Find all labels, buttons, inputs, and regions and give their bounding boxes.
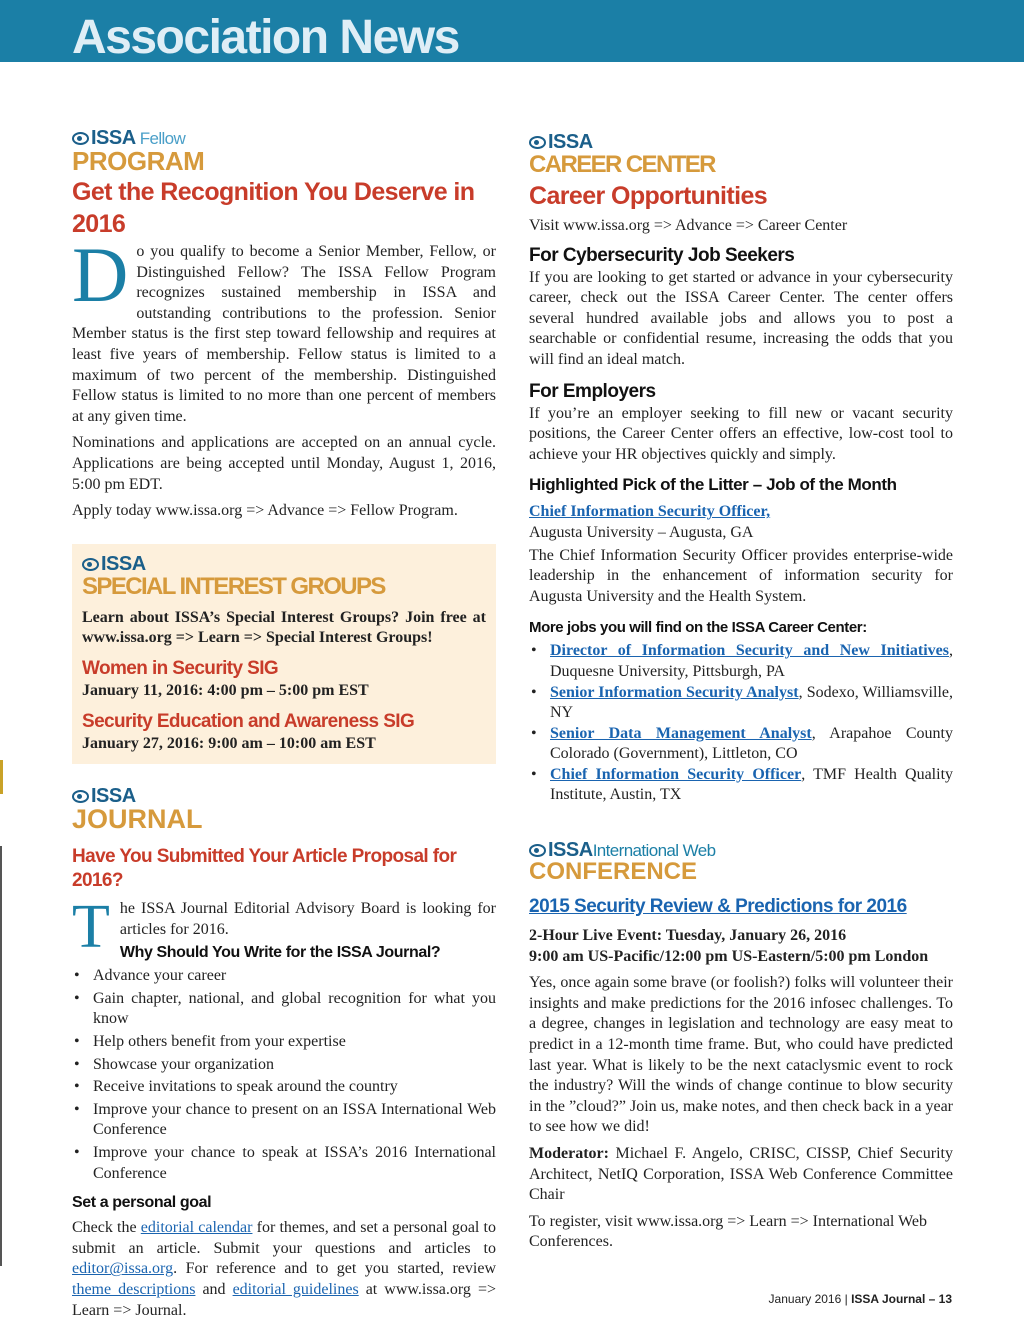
issa-logo-icon: [72, 790, 89, 803]
subheading: More jobs you will find on the ISSA Career Center:: [529, 619, 867, 637]
reasons-list: [72, 966, 496, 1184]
list-item: [529, 683, 953, 724]
paragraph: To register, visit www.issa.org => Learn => International Web Conferences.: [529, 1212, 927, 1251]
paragraph: Apply today www.issa.org => Advance => Fellow Program.: [72, 502, 458, 520]
web-conference-logo: [529, 840, 953, 884]
fellow-program-section: [72, 128, 496, 522]
job-link[interactable]: Senior Data Management Analyst: [550, 724, 812, 742]
job-of-month-org: Augusta University – Augusta, GA: [529, 523, 754, 541]
list-item: [529, 765, 953, 806]
editorial-calendar-link[interactable]: editorial calendar: [140, 1219, 253, 1237]
theme-descriptions-link[interactable]: theme descriptions: [72, 1281, 196, 1298]
paragraph: Yes, once again some brave (or foolish?) folks will volunteer their insights and make predictions for the 2016 infosec challenges. To a degree, changes in legislation and technology are easy meat to predict in a 12-month time frame. But, who could have predicted last year. What is likely to be the next cataclysmic event to rock the industry? Will the winds of change continue to blow security in the ”cloud?” Join us, make notes, and then check back in a year to see how we did!: [529, 974, 953, 1136]
job-details: , Duquesne University, Pittsburgh, PA: [550, 642, 953, 680]
sig-date: January 11, 2016: 4:00 pm – 5:00 pm EST: [82, 681, 369, 699]
logo-sub-text: International Web: [592, 841, 716, 861]
job-details: , Sodexo, Williamsville, NY: [550, 683, 953, 722]
job-link[interactable]: Senior Information Security Analyst: [550, 683, 799, 701]
job-of-month: [529, 502, 953, 523]
section-heading: Career Opportunities: [529, 182, 768, 210]
logo-issa-text: ISSA: [101, 552, 146, 575]
paragraph-text: o you qualify to become a Senior Member, Fellow, or Distinguished Fellow? The ISSA Fellow Program recognizes sustained membership in ISSA and outstanding contributions to the profession. Senior Member status is the first step toward fellowship and requires at least five years of membership. Fellow status is limited to a maximum of two percent of the membership. Distinguished Fellow status is limited to no more than one percent of members at any given time.: [72, 243, 496, 425]
text: for themes, and set a personal goal to submit an article. Submit your questions and articles to: [72, 1219, 496, 1257]
page-footer: [769, 1292, 952, 1306]
logo-issa-text: ISSA: [548, 839, 593, 862]
section-heading: 2015 Security Review & Predictions for 2016: [529, 896, 907, 918]
paragraph: he ISSA Journal Editorial Advisory Board is looking for articles for 2016.: [119, 900, 496, 938]
logo-big-text: SPECIAL INTEREST GROUPS: [82, 572, 385, 600]
drop-cap: D: [72, 231, 129, 318]
moderator-label: Moderator:: [529, 1145, 609, 1162]
section-heading: Get the Recognition You Deserve in 2016: [72, 178, 475, 238]
event-time: 2-Hour Live Event: Tuesday, January 26, 2016: [529, 927, 847, 945]
sig-logo: [82, 554, 486, 600]
text: at www.issa.org => Learn => Journal.: [72, 1281, 496, 1319]
footer-date: January 2016 |: [768, 1292, 852, 1306]
job-link[interactable]: Director of Information Security and New Initiatives: [550, 642, 949, 660]
journal-intro-block: [72, 899, 496, 964]
event-time: 9:00 am US-Pacific/12:00 pm US-Eastern/5:00 pm London: [529, 947, 929, 965]
list-item: • Improve your chance to present on an ISSA International Web Conference: [72, 1100, 496, 1141]
career-center-logo: [529, 132, 953, 178]
special-interest-groups-box: [72, 544, 496, 764]
paragraph: If you are looking to get started or advance in your cybersecurity career, check out the ISSA Career Center. The center offers several hundred available jobs and allows you to post a searchable or confidential resume, increasing the odds that you will find an ideal match.: [529, 268, 953, 368]
paragraph: [72, 231, 496, 427]
logo-big-text: CAREER CENTER: [529, 151, 715, 178]
list-item: [529, 641, 953, 682]
journal-section: [72, 786, 496, 1321]
issa-logo-icon: [72, 132, 89, 145]
section-heading: Have You Submitted Your Article Proposal for 2016?: [72, 846, 457, 892]
text: and: [195, 1281, 233, 1298]
right-column: [529, 132, 953, 1253]
logo-big-text: CONFERENCE: [529, 858, 698, 886]
paragraph: [72, 1218, 496, 1321]
list-item: • Help others benefit from your expertise: [72, 1032, 496, 1053]
list-item: [529, 724, 953, 765]
issa-logo-icon: [529, 844, 546, 857]
sig-name: Women in Security SIG: [82, 657, 279, 679]
paragraph: [529, 1144, 953, 1206]
drop-cap: T: [72, 899, 110, 962]
jobs-list: [529, 641, 953, 806]
fellow-program-logo: [72, 128, 496, 174]
list-item: • Advance your career: [72, 966, 496, 987]
journal-logo: [72, 786, 496, 833]
paragraph: The Chief Information Security Officer provides enterprise-wide leadership in the enhancement of information security for Augusta University and the Health System.: [529, 546, 953, 605]
job-of-month-link[interactable]: Chief Information Security Officer,: [529, 503, 771, 521]
subheading: For Employers: [529, 380, 656, 402]
job-link[interactable]: Chief Information Security Officer: [550, 765, 802, 783]
editorial-guidelines-link[interactable]: editorial guidelines: [232, 1281, 359, 1298]
edge-mark: [0, 760, 3, 794]
list-item: • Showcase your organization: [72, 1055, 496, 1076]
web-conference-section: [529, 840, 953, 1253]
logo-big-text: JOURNAL: [72, 804, 203, 835]
sig-date: January 27, 2016: 9:00 am – 10:00 am EST: [82, 734, 376, 752]
logo-issa-text: ISSA: [91, 785, 136, 808]
career-center-section: [529, 132, 953, 806]
paragraph: If you’re an employer seeking to fill new or vacant security positions, the Career Center offers an effective, low-cost tool to achieve your HR objectives quickly and simply.: [529, 404, 953, 463]
list-item: • Improve your chance to speak at ISSA’s 2016 International Conference: [72, 1143, 496, 1184]
issa-logo-icon: [529, 136, 546, 149]
editor-email-link[interactable]: editor@issa.org: [72, 1260, 174, 1278]
sig-intro: Learn about ISSA’s Special Interest Groups? Join free at www.issa.org => Learn => Special Interest Groups!: [82, 608, 486, 647]
page-title: Association News: [72, 11, 459, 64]
subheading: For Cybersecurity Job Seekers: [529, 244, 795, 266]
paragraph: Nominations and applications are accepted on an annual cycle. Applications are being accepted until Monday, August 1, 2016, 5:00 pm EDT.: [72, 434, 496, 493]
logo-big-text: PROGRAM: [72, 146, 205, 176]
text: . For reference and to get you started, review: [173, 1260, 496, 1278]
subheading: Set a personal goal: [72, 1194, 212, 1212]
sig-name: Security Education and Awareness SIG: [82, 710, 415, 732]
paragraph: Visit www.issa.org => Advance => Career Center: [529, 217, 848, 234]
footer-journal: ISSA Journal – 13: [851, 1292, 952, 1306]
logo-sub-text: Fellow: [139, 129, 186, 148]
job-details: , TMF Health Quality Institute, Austin, TX: [550, 765, 954, 804]
header-banner: [0, 0, 1024, 62]
logo-issa-text: ISSA: [91, 127, 136, 149]
list-item: • Gain chapter, national, and global recognition for what you know: [72, 989, 496, 1030]
issa-logo-icon: [82, 558, 99, 571]
list-item: • Receive invitations to speak around the country: [72, 1077, 496, 1098]
job-details: , Arapahoe County Colorado (Government), Littleton, CO: [550, 724, 954, 763]
left-column: [72, 128, 496, 1321]
text: Check the: [72, 1219, 141, 1237]
logo-issa-text: ISSA: [548, 131, 593, 153]
subheading: Why Should You Write for the ISSA Journal?: [119, 944, 441, 962]
moderator-text: Michael F. Angelo, CRISC, CISSP, Chief Security Architect, NetIQ Corporation, ISSA Web Conference Committee Chair: [529, 1145, 953, 1204]
subheading: Highlighted Pick of the Litter – Job of the Month: [529, 475, 897, 495]
edge-rule: [0, 846, 2, 1266]
